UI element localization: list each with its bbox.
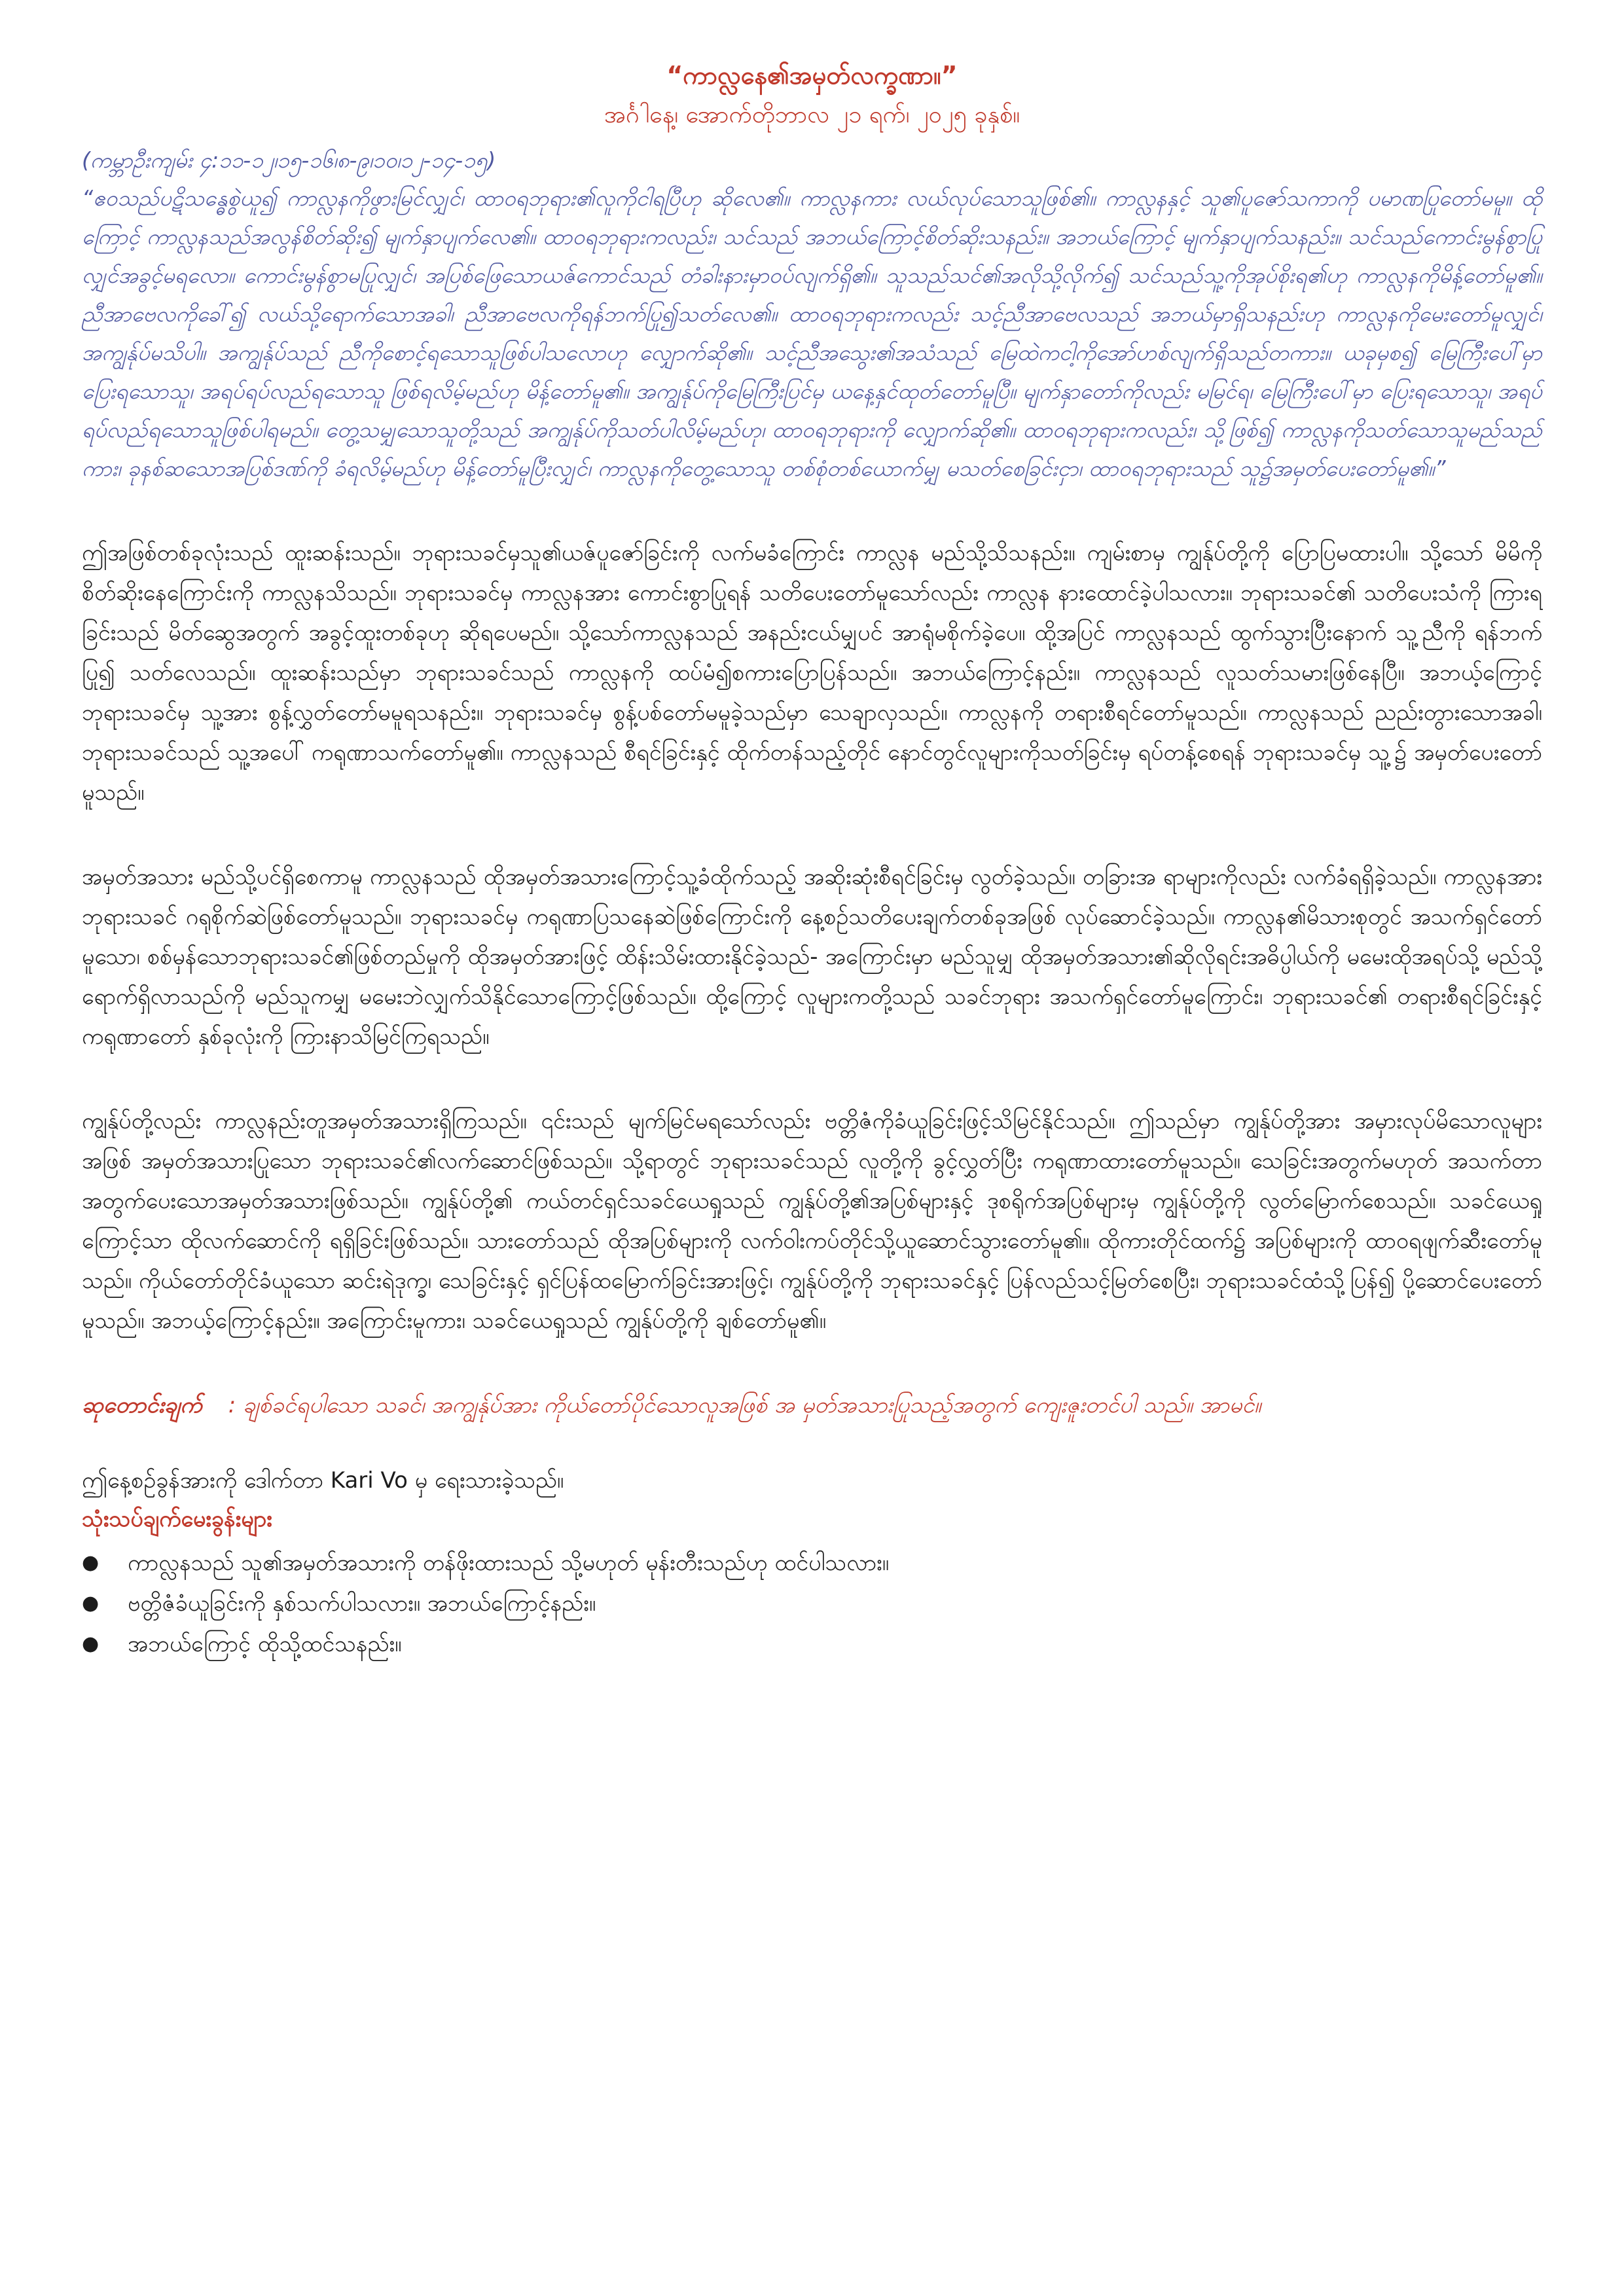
- scripture-quote: “ဧဝသည်ပဋိသန္ဓေစွဲယူ၍ ကာလ္လနကိုဖွားမြင်လျှင်၊ ထာဝရဘုရား၏လူကိုငါရပြီဟု ဆိုလေ၏။ ကာလ္လနကား လယ်လုပ်သောသူဖြစ်၏။ ကာလ္လနနှင့် သူ၏ပူဇော်သကာကို ပမာဏပြုတော်မမူ။ ထိုကြောင့် ကာလ္လနသည်အလွန်စိတ်ဆိုး၍ မျက်နှာပျက်လေ၏။ ထာဝရဘုရားကလည်း၊ သင်သည် အဘယ်ကြောင့်စိတ်ဆိုးသနည်း။ အဘယ်ကြောင့် မျက်နှာပျက်သနည်း။ သင်သည်ကောင်းမွန်စွာပြုလျှင်အခွင့်မရလော။ ကောင်းမွန်စွာမပြုလျှင်၊ အပြစ်ဖြေသောယဇ်ကောင်သည် တံခါးနားမှာဝပ်လျက်ရှိ၏။ သူသည်သင်၏အလိုသို့လိုက်၍ သင်သည်သူ့ကိုအုပ်စိုးရ၏ဟု ကာလ္လနကိုမိန့်တော်မူ၏။ ညီအာဗေလကိုခေါ်၍ လယ်သို့ရောက်သောအခါ၊ ညီအာဗေလကိုရန်ဘက်ပြု၍သတ်လေ၏။ ထာဝရဘုရားကလည်း သင့်ညီအာဗေလသည် အဘယ်မှာရှိသနည်းဟု ကာလ္လနကိုမေးတော်မူလျှင်၊ အကျွန်ုပ်မသိပါ။ အကျွန်ုပ်သည် ညီကိုစောင့်ရသောသူဖြစ်ပါသလောဟု လျှောက်ဆို၏။ သင့်ညီအသွေး၏အသံသည် မြေထဲကငါ့ကိုအော်ဟစ်လျက်ရှိသည်တကား။ ယခုမှစ၍ မြေကြီးပေါ်မှာ ပြေးရသောသူ၊ အရပ်ရပ်လည်ရသောသူ ဖြစ်ရလိမ့်မည်ဟု မိန့်တော်မူ၏။ အကျွန်ုပ်ကိုမြေကြီးပြင်မှ ယနေ့နှင်ထုတ်တော်မူပြီ။ မျက်နှာတော်ကိုလည်း မမြင်ရ၊ မြေကြီးပေါ်မှာ ပြေးရသောသူ၊ အရပ်ရပ်လည်ရသောသူဖြစ်ပါရမည်။ တွေ့သမျှသောသူတို့သည် အကျွန်ုပ်ကိုသတ်ပါလိမ့်မည်ဟု၊ ထာဝရဘုရားကို လျှောက်ဆို၏။ ထာဝရဘုရားကလည်း၊ သို့ဖြစ်၍ ကာလ္လနကိုသတ်သောသူမည်သည်ကား၊ ခုနစ်ဆသောအပြစ်ဒဏ်ကို ခံရလိမ့်မည်ဟု မိန့်တော်မူပြီးလျှင်၊ ကာလ္လနကိုတွေ့သောသူ တစ်စုံတစ်ယောက်မျှ မသတ်စေခြင်းငှာ၊ ထာဝရဘုရားသည် သူ၌အမှတ်ပေးတော်မူ၏။”: [82, 185, 1542, 481]
- body-paragraph-2: အမှတ်အသား မည်သို့ပင်ရှိစေကာမူ ကာလ္လနသည် ထိုအမှတ်အသားကြောင့်သူ့ခံထိုက်သည့် အဆိုးဆုံးစီရင်ခြင်းမှ လွတ်ခဲ့သည်။ တခြားအ ရာများကိုလည်း လက်ခံရရှိခဲ့သည်။ ကာလ္လနအား ဘုရားသခင် ဂရုစိုက်ဆဲဖြစ်တော်မူသည်။ ဘုရားသခင်မှ ကရုဏာပြသနေဆဲဖြစ်ကြောင်းကို နေ့စဉ်သတိပေးချက်တစ်ခုအဖြစ် လုပ်ဆောင်ခဲ့သည်။ ကာလ္လန၏မိသားစုတွင် အသက်ရှင်တော်မူသော၊ စစ်မှန်သောဘုရားသခင်၏ဖြစ်တည်မှုကို ထိုအမှတ်အားဖြင့် ထိန်းသိမ်းထားနိုင်ခဲ့သည်- အကြောင်းမှာ မည်သူမျှ ထိုအမှတ်အသား၏ဆိုလိုရင်းအဓိပ္ပါယ်ကို မမေးထိုအရပ်သို့ မည်သို့ရောက်ရှိလာသည်ကို မည်သူကမျှ မမေးဘဲလျှက်သိနိုင်သောကြောင့်ဖြစ်သည်။ ထို့ကြောင့် လူများကတို့သည် သခင်ဘုရား အသက်ရှင်တော်မူကြောင်း၊ ဘုရားသခင်၏ တရားစီရင်ခြင်းနှင့် ကရုဏာတော် နှစ်ခုလုံးကို ကြားနာသိမြင်ကြရသည်။: [82, 864, 1542, 1050]
- list-item: [82, 1543, 1542, 1583]
- bullet-icon: ●: [82, 1551, 99, 1574]
- devotion-title: “ကာလ္လနေ၏အမှတ်လက္ခဏာ။”: [666, 61, 958, 90]
- devotion-date: အင်္ဂါနေ့၊ အောက်တိုဘာလ ၂၁ ရက်၊ ၂၀၂၅ ခုနှစ်။: [604, 101, 1020, 128]
- questions-list: [82, 1543, 1542, 1664]
- devotional-page: [82, 56, 1542, 1664]
- prayer-text: : ချစ်ခင်ရပါသော သခင်၊ အကျွန်ုပ်အား ကိုယ်တော်ပိုင်သောလူအဖြစ် အ မှတ်အသားပြုသည့်အတွက် ကျေးဇူးတင်ပါ သည်။ အာမင်။: [228, 1392, 1261, 1418]
- list-item: [82, 1583, 1542, 1624]
- scripture-reference: (ကမ္ဘာဦးကျမ်း ၄:၁၁-၁၂၊၁၅-၁၆၊၈-၉၊၁၀၊၁၂-၁၄-၁၅): [82, 147, 496, 173]
- list-item: [82, 1624, 1542, 1664]
- questions-heading: သုံးသပ်ချက်မေးခွန်းများ: [82, 1506, 272, 1532]
- prayer-label: ဆုတောင်းချက်: [82, 1392, 202, 1418]
- body-paragraph-1: ဤအဖြစ်တစ်ခုလုံးသည် ထူးဆန်းသည်။ ဘုရားသခင်မှသူ၏ယဇ်ပူဇော်ခြင်းကို လက်မခံကြောင်း ကာလ္လန မည်သို့သိသနည်း။ ကျမ်းစာမှ ကျွန်ုပ်တို့ကို ပြောပြမထားပါ။ သို့သော် မိမိကိုစိတ်ဆိုးနေကြောင်းကို ကာလ္လနသိသည်။ ဘုရားသခင်မှ ကာလ္လနအား ကောင်းစွာပြုရန် သတိပေးတော်မူသော်လည်း ကာလ္လန နားထောင်ခဲ့ပါသလား။ ဘုရားသခင်၏ သတိပေးသံကို ကြားရခြင်းသည် မိတ်ဆွေအတွက် အခွင့်ထူးတစ်ခုဟု ဆိုရပေမည်။ သို့သော်ကာလ္လနသည် အနည်းငယ်မျှပင် အာရုံမစိုက်ခဲ့ပေ။ ထို့အပြင် ကာလ္လနသည် ထွက်သွားပြီးနောက် သူ့ညီကို ရန်ဘက်ပြု၍ သတ်လေသည်။ ထူးဆန်းသည်မှာ ဘုရားသခင်သည် ကာလ္လနကို ထပ်မံ၍စကားပြောပြန်သည်။ အဘယ်ကြောင့်နည်း။ ကာလ္လနသည် လူသတ်သမားဖြစ်နေပြီ။ အဘယ့်ကြောင့် ဘုရားသခင်မှ သူ့အား စွန့်လွှတ်တော်မမူရသနည်း။ ဘုရားသခင်မှ စွန့်ပစ်တော်မမူခဲ့သည်မှာ သေချာလှသည်။ ကာလ္လနကို တရားစီရင်တော်မူသည်။ ကာလ္လနသည် ညည်းတွားသောအခါ၊ ဘုရားသခင်သည် သူ့အပေါ် ကရုဏာသက်တော်မူ၏။ ကာလ္လနသည် စီရင်ခြင်းနှင့် ထိုက်တန်သည့်တိုင် နောင်တွင်လူများကိုသတ်ခြင်းမှ ရပ်တန့်စေရန် ဘုရားသခင်မှ သူ့၌ အမှတ်ပေးတော်မူသည်။: [82, 540, 1542, 806]
- bullet-icon: ●: [82, 1592, 99, 1615]
- body-paragraph-3: ကျွန်ုပ်တို့လည်း ကာလ္လနည်းတူအမှတ်အသားရှိကြသည်။ ၎င်းသည် မျက်မြင်မရသော်လည်း ဗတ္တိဇံကိုခံယူခြင်းဖြင့်သိမြင်နိုင်သည်။ ဤသည်မှာ ကျွန်ုပ်တို့အား အမှားလုပ်မိသောလူများအဖြစ် အမှတ်အသားပြုသော ဘုရားသခင်၏လက်ဆောင်ဖြစ်သည်။ သို့ရာတွင် ဘုရားသခင်သည် လူတို့ကို ခွင့်လွှတ်ပြီး ကရုဏာထားတော်မူသည်။ သေခြင်းအတွက်မဟုတ် အသက်တာအတွက်ပေးသောအမှတ်အသားဖြစ်သည်။ ကျွန်ုပ်တို့၏ ကယ်တင်ရှင်သခင်ယေရှုသည် ကျွန်ုပ်တို့၏အပြစ်များနှင့် ဒုစရိုက်အပြစ်များမှ ကျွန်ုပ်တို့ကို လွတ်မြောက်စေသည်။ သခင်ယေရှုကြောင့်သာ ထိုလက်ဆောင်ကို ရရှိခြင်းဖြစ်သည်။ သားတော်သည် ထိုအပြစ်များကို လက်ဝါးကပ်တိုင်သို့ယူဆောင်သွားတော်မူ၏။ ထိုကားတိုင်ထက်၌ အပြစ်များကို ထာဝရဖျက်ဆီးတော်မူသည်။ ကိုယ်တော်တိုင်ခံယူသော ဆင်းရဲဒုက္ခ၊ သေခြင်းနှင့် ရှင်ပြန်ထမြောက်ခြင်းအားဖြင့်၊ ကျွန်ုပ်တို့ကို ဘုရားသခင်နှင့် ပြန်လည်သင့်မြတ်စေပြီး၊ ဘုရားသခင်ထံသို့ပြန်၍ ပို့ဆောင်ပေးတော်မူသည်။ အဘယ့်ကြောင့်နည်း။ အကြောင်းမူကား၊ သခင်ယေရှုသည် ကျွန်ုပ်တို့ကို ချစ်တော်မူ၏။: [82, 1108, 1542, 1334]
- question-text: ကာလ္လနသည် သူ၏အမှတ်အသားကို တန်ဖိုးထားသည် သို့မဟုတ် မုန်းတီးသည်ဟု ထင်ပါသလား။: [128, 1550, 890, 1576]
- bullet-icon: ●: [82, 1632, 99, 1655]
- question-text: အဘယ်ကြောင့် ထိုသို့ထင်သနည်း။: [128, 1631, 402, 1657]
- question-text: ဗတ္တိဇံခံယူခြင်းကို နှစ်သက်ပါသလား။ အဘယ်ကြောင့်နည်း။: [128, 1590, 596, 1617]
- author-line: ဤနေ့စဉ်ခွန်အားကို ဒေါက်တာ Kari Vo မှ ရေးသားခဲ့သည်။: [82, 1467, 564, 1494]
- prayer: [82, 1386, 1542, 1426]
